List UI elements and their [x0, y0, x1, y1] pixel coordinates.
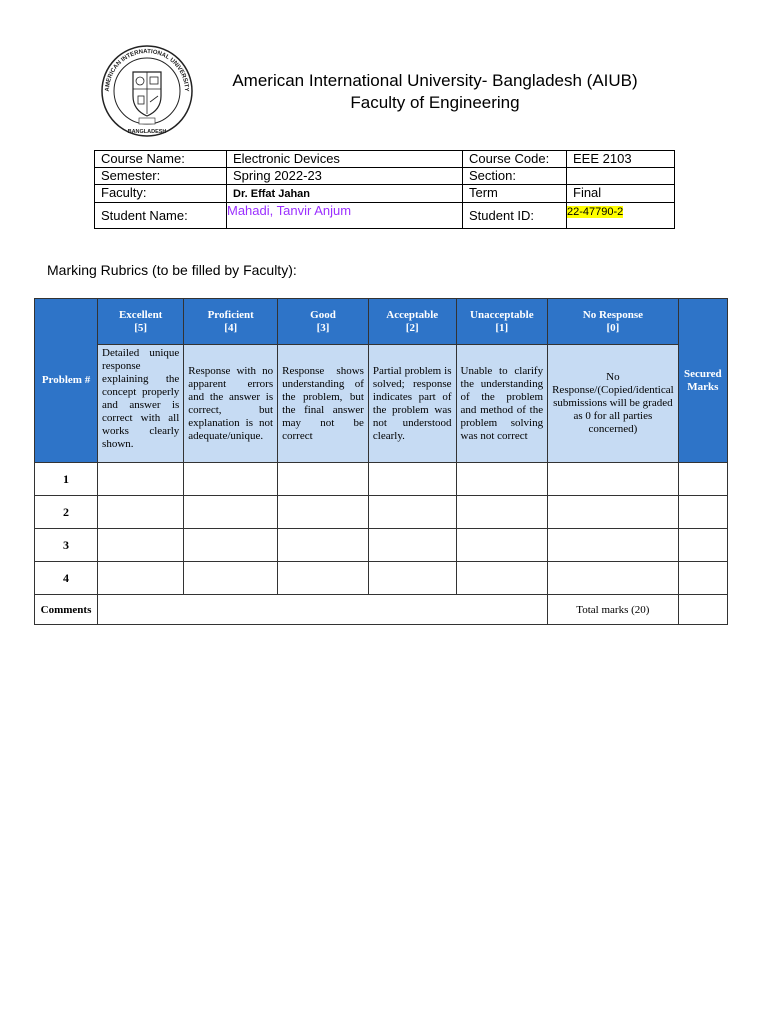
level-desc-excellent: Detailed unique response explaining the concept properly and answer is correct with all works clearly shown.	[98, 345, 184, 463]
score-cell[interactable]	[456, 529, 548, 562]
score-cell[interactable]	[184, 529, 278, 562]
score-cell[interactable]	[368, 529, 456, 562]
level-desc-acceptable: Partial problem is solved; response indicates part of the problem was not understood clearly.	[368, 345, 456, 463]
marking-rubric-table	[34, 298, 728, 625]
faculty-name: Faculty of Engineering	[350, 93, 520, 112]
level-header-acceptable: Acceptable [2]	[368, 299, 456, 345]
course-name-label: Course Name:	[95, 151, 227, 168]
score-cell[interactable]	[548, 496, 679, 529]
level-header-excellent: Excellent [5]	[98, 299, 184, 345]
semester-value: Spring 2022-23	[227, 168, 463, 185]
score-cell[interactable]	[184, 463, 278, 496]
score-cell[interactable]	[278, 529, 369, 562]
score-cell[interactable]	[368, 562, 456, 595]
score-cell[interactable]	[548, 562, 679, 595]
score-cell[interactable]	[548, 529, 679, 562]
course-info-table	[94, 150, 675, 229]
problem-number: 1	[35, 463, 98, 496]
comments-row	[35, 595, 728, 625]
secured-marks-header: Secured Marks	[678, 299, 727, 463]
rubric-title: Marking Rubrics (to be filled by Faculty):	[47, 262, 297, 278]
problem-header: Problem #	[35, 299, 98, 463]
score-cell[interactable]	[456, 463, 548, 496]
total-marks-cell[interactable]	[678, 595, 727, 625]
level-desc-good: Response shows understanding of the problem, but the final answer may not be correct	[278, 345, 369, 463]
score-cell[interactable]	[98, 463, 184, 496]
score-cell[interactable]	[278, 496, 369, 529]
level-header-proficient: Proficient [4]	[184, 299, 278, 345]
faculty-label: Faculty:	[95, 185, 227, 203]
score-cell[interactable]	[184, 496, 278, 529]
section-label: Section:	[463, 168, 567, 185]
university-name: American International University- Bangladesh (AIUB)	[232, 71, 638, 90]
table-row	[35, 463, 728, 496]
secured-marks-cell[interactable]	[678, 463, 727, 496]
score-cell[interactable]	[278, 562, 369, 595]
student-id-value: 22-47790-2	[567, 206, 624, 218]
svg-text:AMERICAN INTERNATIONAL UNIVERS: AMERICAN INTERNATIONAL UNIVERSITY	[104, 48, 190, 92]
term-value: Final	[567, 185, 675, 203]
table-row	[35, 529, 728, 562]
score-cell[interactable]	[98, 496, 184, 529]
score-cell[interactable]	[368, 496, 456, 529]
course-code-label: Course Code:	[463, 151, 567, 168]
table-row	[35, 562, 728, 595]
level-header-unacceptable: Unacceptable [1]	[456, 299, 548, 345]
course-code-value: EEE 2103	[567, 151, 675, 168]
problem-number: 3	[35, 529, 98, 562]
secured-marks-cell[interactable]	[678, 496, 727, 529]
total-marks-label: Total marks (20)	[548, 595, 679, 625]
score-cell[interactable]	[184, 562, 278, 595]
student-name-value: Mahadi, Tanvir Anjum	[227, 203, 463, 229]
comments-label: Comments	[35, 595, 98, 625]
score-cell[interactable]	[548, 463, 679, 496]
level-header-good: Good [3]	[278, 299, 369, 345]
section-value	[567, 168, 675, 185]
svg-text:BANGLADESH: BANGLADESH	[127, 129, 167, 135]
student-id-label: Student ID:	[463, 203, 567, 229]
score-cell[interactable]	[98, 562, 184, 595]
problem-number: 2	[35, 496, 98, 529]
table-row	[35, 496, 728, 529]
level-desc-proficient: Response with no apparent errors and the answer is correct, but explanation is not adequate/unique.	[184, 345, 278, 463]
score-cell[interactable]	[98, 529, 184, 562]
semester-label: Semester:	[95, 168, 227, 185]
level-desc-no-response: No Response/(Copied/identical submissions will be graded as 0 for all parties concerned)	[548, 345, 679, 463]
faculty-name-value: Dr. Effat Jahan	[233, 188, 311, 200]
document-header	[200, 70, 670, 114]
secured-marks-cell[interactable]	[678, 529, 727, 562]
score-cell[interactable]	[456, 562, 548, 595]
term-label: Term	[463, 185, 567, 203]
problem-number: 4	[35, 562, 98, 595]
score-cell[interactable]	[278, 463, 369, 496]
level-header-no-response: No Response [0]	[548, 299, 679, 345]
student-name-label: Student Name:	[95, 203, 227, 229]
university-seal-logo	[100, 44, 194, 138]
score-cell[interactable]	[456, 496, 548, 529]
course-name-value: Electronic Devices	[227, 151, 463, 168]
secured-marks-cell[interactable]	[678, 562, 727, 595]
comments-cell[interactable]	[98, 595, 548, 625]
score-cell[interactable]	[368, 463, 456, 496]
level-desc-unacceptable: Unable to clarify the understanding of the problem and method of the problem solving was not correct	[456, 345, 548, 463]
